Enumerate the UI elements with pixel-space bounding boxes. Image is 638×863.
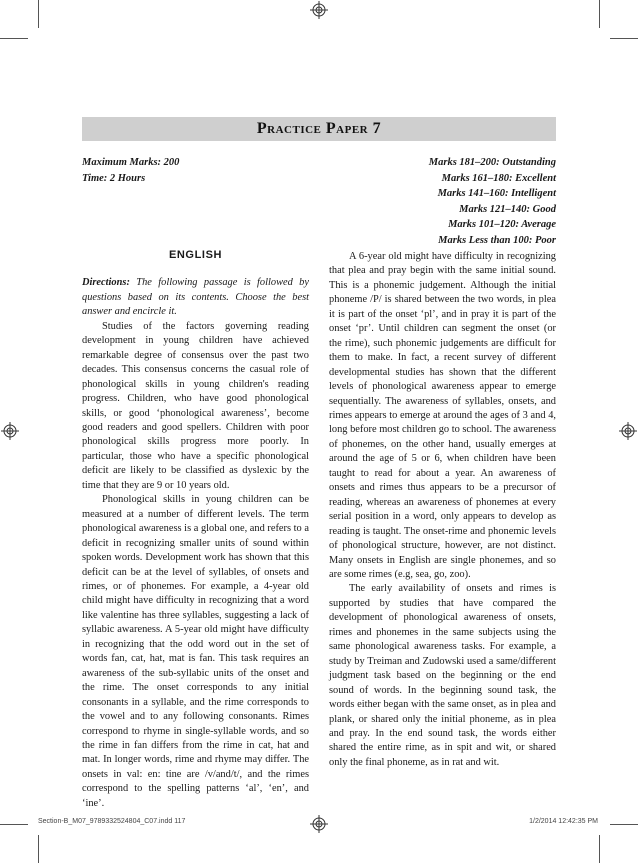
crop-mark-top-left-h (0, 38, 28, 39)
grade-line: Marks 101–120: Average (448, 219, 556, 230)
registration-mark-icon (1, 422, 19, 440)
exam-info (82, 155, 179, 186)
left-column (82, 248, 309, 811)
section-heading: ENGLISH (168, 249, 223, 261)
page-title-text: Practice Paper 7 (256, 120, 382, 137)
registration-mark-icon (619, 422, 637, 440)
directions (82, 276, 309, 319)
passage-paragraph: Studies of the factors governing reading development in young children have achieved remarkable degree of consensus over the past two decades. This consensus concerns the casual role of phonological skills in young children's reading progress. Children, who have good phonological skills, or good ‘phonological awareness’, become good readers and good spellers. Children with poor phonological skills progress more poorly. In particular, those who have a specific phonological deficit are likely to be classified as dyslexic by the time that they are 9 or 10 years old. (82, 320, 309, 491)
right-column (329, 250, 556, 770)
footer-file-info: Section-B_M07_9789332524804_C07.indd 117 (38, 818, 186, 825)
crop-mark-bottom-right-h (610, 824, 638, 825)
crop-mark-top-right-v (599, 0, 600, 28)
grade-line: Marks 141–160: Intelligent (437, 188, 556, 199)
crop-mark-bottom-left-h (0, 824, 28, 825)
directions-text: The following passage is followed by questions based on its contents. Choose the best answer and encircle it. (82, 277, 309, 318)
maximum-marks: Maximum Marks: 200 (82, 157, 180, 168)
grade-line: Marks 181–200: Outstanding (428, 157, 556, 168)
grading-scale (429, 155, 556, 248)
grade-line: Marks 121–140: Good (459, 203, 556, 215)
crop-mark-bottom-left-v (38, 835, 39, 863)
registration-mark-icon (310, 815, 328, 833)
registration-mark-icon (310, 1, 328, 19)
directions-label: Directions: (82, 277, 130, 289)
passage-paragraph: A 6-year old might have difficulty in recognizing that plea and pray begin with the same initial sound. This is a phonemic judgement. Although the initial phoneme /P/ is shared between the two words, in plea it is part of the onset ‘pl’, and in pray it is part of the onset ‘pr’. Until children can segment the onset (or the rime), such phonemic judgements are difficult for them to make. In fact, a recent survey of different developmental studies has shown that the different levels of phonological awareness appear to emerge sequentially. The awareness of syllables, onsets, and rimes appears to emerge at around the ages of 3 and 4, long before most children go to school. The awareness of phonemes, on the other hand, usually emerges at around the age of 5 or 6, when children have been taught to read for about a year. An awareness of onsets and rimes thus appears to be a precursor of reading, whereas an awareness of phonemes at every serial position in a word, only appears to develop as reading is taught. The onset-rime and phonemic levels of phonological structure, however, are not distinct. Many onsets in English are single phonemes, and so are some rimes (e.g, sea, go, zoo). (329, 251, 556, 580)
passage-paragraph: Phonological skills in young children can be measured at a number of different levels. The term phonological awareness is a global one, and refers to a deficit in recognizing smaller units of sound within spoken words. Development work has shown that this deficit can be at the level of syllables, of onsets and rimes, or of phonemes. For example, a 4-year old child might have difficulty in recognizing that a word like valentine has three syllables, suggesting a lack of syllabic awareness. A 5-year old might have difficulty in recognizing that the odd word out in the set of words fan, cat, hat, mat is fan. This task requires an awareness of the sub-syllabic units of the onset and the rime. The onset corresponds to any initial consonants in a syllable, and the rime corresponds to the vowel and to any following consonants. Rimes correspond to rhyme in single-syllable words, and so the rime in fan differs from the rime in cat, hat and mat. In longer words, rime and rhyme may differ. The onsets in val: en: tine are /v/and/t/, and the rimes correspond to the spelling patterns ‘al’, ‘en’, and ‘ine’. (82, 494, 309, 809)
crop-mark-top-left-v (38, 0, 39, 28)
grade-line: Marks Less than 100: Poor (438, 234, 556, 246)
crop-mark-bottom-right-v (599, 835, 600, 863)
time-allowed: Time: 2 Hours (82, 172, 146, 184)
passage-paragraph: The early availability of onsets and rimes is supported by studies that have compared the development of phonological awareness of onsets, rimes and phonemes in the same subjects using the same phonological awareness tasks. For example, a study by Treiman and Zudowski used a same/different judgment task based on the beginning or the end sound of words. In the beginning sound task, the words either began with the same onset, as in plea and plank, or shared only the initial phoneme, as in plea and pray. In the end sound task, the words either shared the entire rime, as in spit and wit, or shared only the final phoneme, as in rat and wit. (329, 583, 556, 768)
crop-mark-top-right-h (610, 38, 638, 39)
page-title (82, 117, 556, 141)
grade-line: Marks 161–180: Excellent (441, 172, 556, 184)
footer-timestamp: 1/2/2014 12:42:35 PM (529, 818, 598, 825)
